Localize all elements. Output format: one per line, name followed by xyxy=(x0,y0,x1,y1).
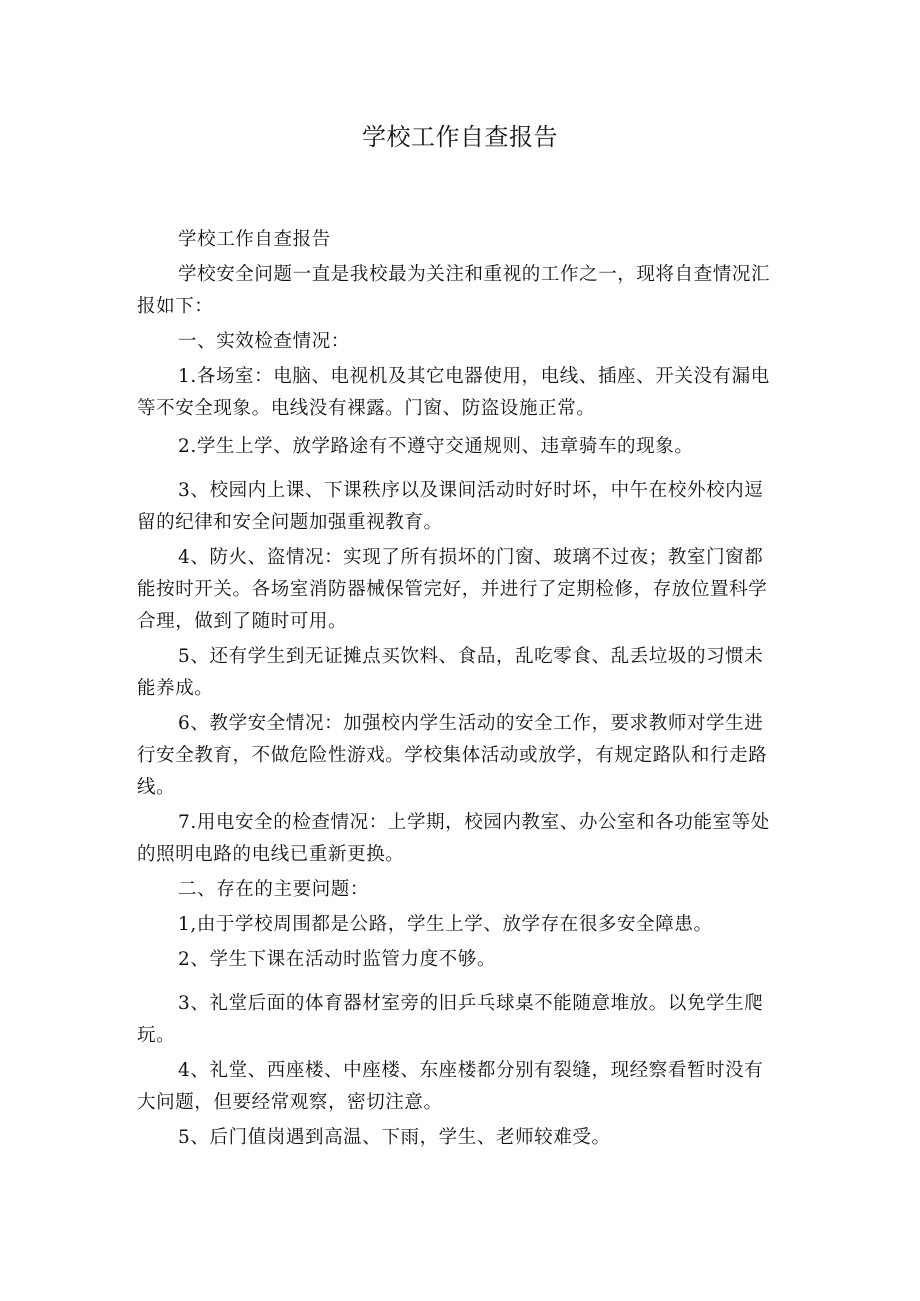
paragraph-item: 1,由于学校周围都是公路，学生上学、放学存在很多安全障患。 xyxy=(178,914,713,935)
paragraph-subtitle: 学校工作自查报告 xyxy=(178,229,331,250)
document-body xyxy=(137,224,782,1154)
paragraph-item: 1.各场室：电脑、电视机及其它电器使用，电线、插座、开关没有漏电等不安全现象。电线没有裸露。门窗、防盗设施正常。 xyxy=(137,366,770,419)
paragraph-item: 2.学生上学、放学路途有不遵守交通规则、违章骑车的现象。 xyxy=(178,436,694,457)
paragraph-item: 5、后门值岗遇到高温、下雨，学生、老师较难受。 xyxy=(178,1127,611,1148)
paragraph-intro: 学校安全问题一直是我校最为关注和重视的工作之一，现将自查情况汇报如下： xyxy=(137,264,771,317)
paragraph-item: 4、防火、盗情况：实现了所有损坏的门窗、玻璃不过夜；教室门窗都能按时开关。各场室消防器械保管完好，并进行了定期检修，存放位置科学合理，做到了随时可用。 xyxy=(137,547,768,632)
document-title: 学校工作自查报告 xyxy=(362,123,558,151)
paragraph-item: 2、学生下课在活动时监管力度不够。 xyxy=(178,949,496,970)
paragraph-item: 6、教学安全情况：加强校内学生活动的安全工作，要求教师对学生进行安全教育，不做危险性游戏。学校集体活动或放学，有规定路队和行走路线。 xyxy=(137,713,768,798)
section-heading-2: 二、存在的主要问题： xyxy=(178,879,370,900)
section-heading-1: 一、实效检查情况： xyxy=(178,331,350,352)
paragraph-item: 5、还有学生到无证摊点买饮料、食品，乱吃零食、乱丢垃圾的习惯未能养成。 xyxy=(137,646,764,699)
paragraph-item: 3、校园内上课、下课秩序以及课间活动时好时坏，中午在校外校内逗留的纪律和安全问题加强重视教育。 xyxy=(137,480,764,533)
paragraph-item: 7.用电安全的检查情况：上学期，校园内教室、办公室和各功能室等处的照明电路的电线已重新更换。 xyxy=(137,812,770,865)
paragraph-item: 4、礼堂、西座楼、中座楼、东座楼都分别有裂缝，现经察看暂时没有大问题，但要经常观察，密切注意。 xyxy=(137,1060,764,1113)
paragraph-item: 3、礼堂后面的体育器材室旁的旧乒乓球桌不能随意堆放。以免学生爬玩。 xyxy=(137,993,764,1046)
